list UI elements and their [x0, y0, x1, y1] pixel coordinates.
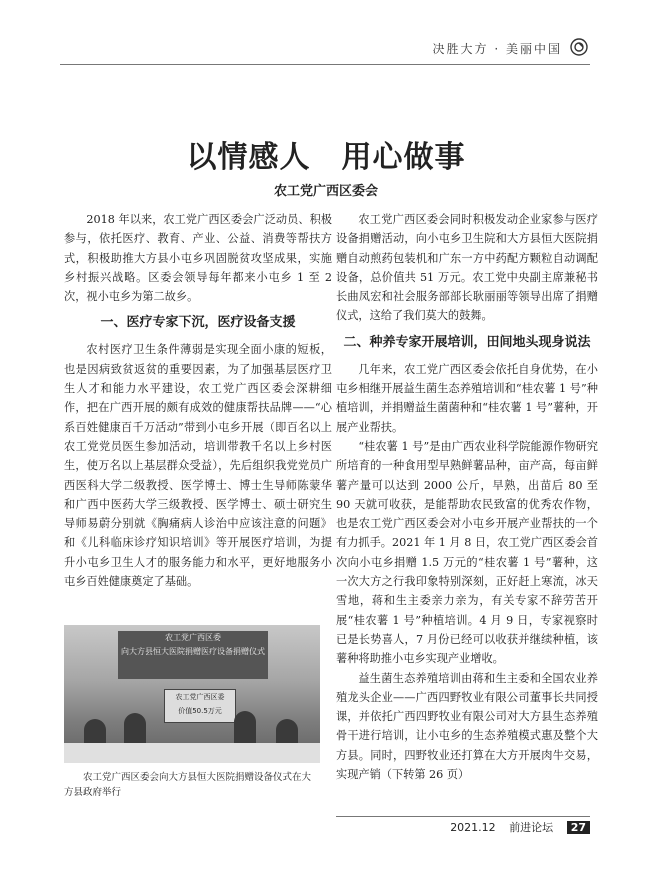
- photo-donation-board: [164, 689, 236, 723]
- section2-heading: 二、种养专家开展培训，田间地头现身说法: [343, 334, 591, 350]
- page-header: [60, 36, 590, 62]
- magazine-logo-icon: [570, 38, 588, 56]
- donation-ceremony-photo: [64, 625, 320, 763]
- header-section-label: 决胜大方 · 美丽中国: [432, 42, 562, 56]
- article-title: 以情感人 用心做事: [186, 140, 466, 175]
- section1-paragraph-2: 农工党广西区委会同时积极发动企业家参与医疗设备捐赠活动，向小屯乡卫生院和大方县恒大医院捐赠自动煎药包装机和广东一方中药配方颗粒自动调配设备，总价值共 51 万元。农工党中央副主席兼秘书长曲凤宏和社会服务部部长耿丽丽等领导出席了捐赠仪式，这给了我们莫大的鼓舞。: [336, 213, 598, 323]
- photo-banner: [118, 631, 268, 679]
- section1-paragraph-1: 农村医疗卫生条件薄弱是实现全面小康的短板，也是因病致贫返贫的重要因素，为了加强基层医疗卫生人才和能力水平建设，农工党广西区委会深耕细作，把在广西开展的颇有成效的健康帮扶品牌——“心系百姓健康百千万活动”带到小屯乡开展（即百名以上农工党党员医生参加活动，培训带教千名以上乡村医生，使万名以上基层群众受益），先后组织我党党员广西医科大学二级教授、医学博士、博士生导师陈蒙华和广西中医药大学三级教授、医学博士、硕士研究生导师易蔚分别就《胸痛病人诊治中应该注意的问题》和《儿科临床诊疗知识培训》等开展医疗培训，为提升小屯乡卫生人才的服务能力和水平，更好地服务小屯乡百姓健康奠定了基础。: [64, 343, 332, 589]
- right-column: [336, 210, 598, 784]
- intro-paragraph: 2018 年以来，农工党广西区委会广泛动员、积极参与，依托医疗、教育、产业、公益、消费等帮扶方式，积极助推大方县小屯乡巩固脱贫攻坚成果，实施乡村振兴战略。区委会领导每年都来小屯乡 1 至 2 次，视小屯乡为第二故乡。: [64, 213, 332, 304]
- section1-heading: 一、医疗专家下沉，医疗设备支援: [100, 315, 296, 331]
- header-divider: [60, 64, 590, 65]
- left-column: [64, 210, 332, 591]
- page-footer: [440, 819, 590, 835]
- photo-board-line2: 价值50.5万元: [178, 707, 222, 715]
- article-author: 农工党广西区委会: [273, 184, 378, 199]
- section2-paragraph-3: 益生菌生态养殖培训由蒋和生主委和全国农业养殖龙头企业——广西四野牧业有限公司董事长共同授课，并依托广西四野牧业有限公司对大方县生态养殖骨干进行培训，让小屯乡的生态养殖模式惠及整个大方县。同时，四野牧业还打算在大方开展肉牛交易，实现产销（下转第 26 页）: [336, 671, 598, 782]
- photo-caption: 农工党广西区委会向大方县恒大医院捐赠设备仪式在大方县政府举行: [64, 772, 312, 798]
- photo-board-line1: 农工党广西区委: [175, 693, 225, 701]
- section2-paragraph-2: “桂农薯 1 号”是由广西农业科学院能源作物研究所培育的一种食用型早熟鲜薯品种，亩产高，每亩鲜薯产量可以达到 2000 公斤，早熟，出苗后 80 至 90 天就可收获，是能帮助农民致富的优秀农作物，也是农工党广西区委会对小屯乡开展产业帮扶的一个有力抓手。2021 年 1 月 8 日，农工党广西区委会首次向小屯乡捐赠 1.5 万元的“桂农薯 1 号”薯种，这一次大方之行我印象特别深刻，正好赶上寒流，冰天雪地，蒋和生主委亲力亲为，有关专家不辞劳苦开展“桂农薯 1 号”种植培训。4 月 9 日，专家视察时已是长势喜人，7 月份已经可以收获并继续种植，该薯种将助推小屯乡实现产业增收。: [336, 439, 598, 666]
- photo-banner-line1: 农工党广西区委: [165, 633, 221, 642]
- footer-divider: [336, 816, 590, 817]
- photo-banner-line2: 向大方县恒大医院捐赠医疗设备捐赠仪式: [121, 647, 265, 656]
- page-number: 27: [567, 821, 590, 834]
- footer-issue: 2021.12: [450, 821, 496, 834]
- section2-paragraph-1: 几年来，农工党广西区委会依托自身优势，在小屯乡相继开展益生菌生态养殖培训和“桂农薯 1 号”种植培训，并捐赠益生菌菌种和“桂农薯 1 号”薯种，开展产业帮扶。: [336, 362, 598, 434]
- footer-journal: 前进论坛: [509, 821, 554, 834]
- photo-table: [64, 743, 320, 763]
